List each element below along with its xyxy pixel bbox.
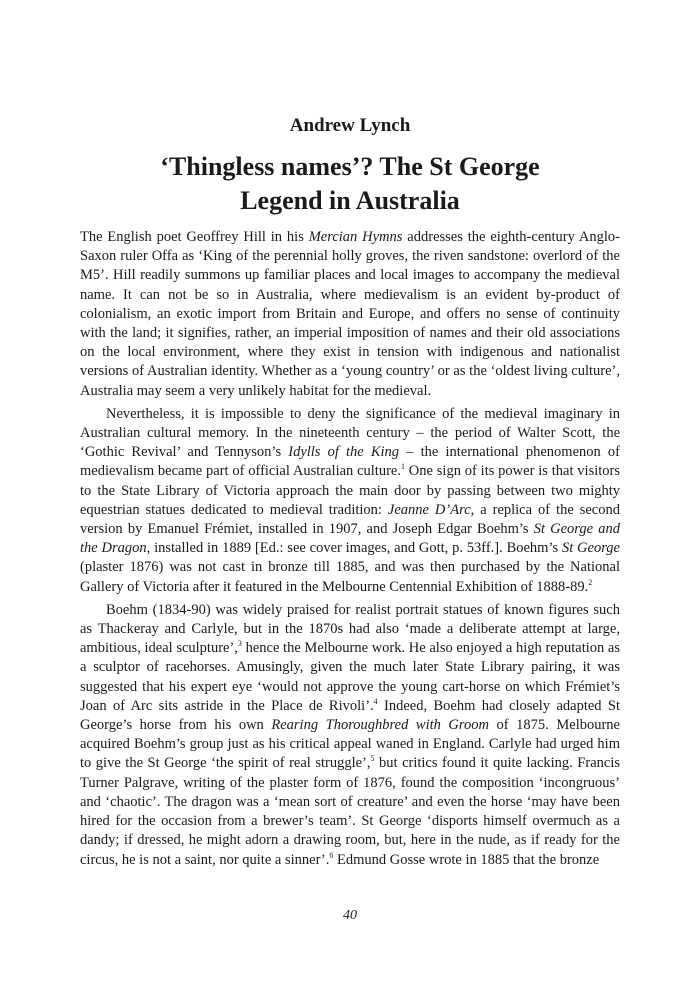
chapter-title-line-1: ‘Thingless names’? The St George [160,152,540,181]
text-run: hence the Melbourne work. He also enjoyed a high reputation as a sculptor of racehorses. Amusingly, given the much later State Library pairing, it was suggested that his expert eye ‘would not approve the young cart-horse on which Frémiet’s Joan of Arc sits astride in the Place de Rivoli’. [80,640,620,714]
author-name: Andrew Lynch [289,115,411,136]
text-run: but critics found it quite lacking. Francis Turner Palgrave, writing of the plaster form of 1876, found the composition ‘incongruous’ and ‘chaotic’. The dragon was a ‘mean sort of creature’ and even the horse ‘may have been hired for the occasion from a brewer’s team’. St George ‘disports himself overmuch as a dandy; if dressed, he might adorn a drawing room, but, here in the nude, as if ready for the circus, he is not a saint, nor quite a sinner’. [80,755,620,868]
text-run: , a replica of the second version by Emanuel Frémiet, installed in 1907, and Joseph Edgar Boehm’s [80,501,620,538]
text-run: Boehm (1834-90) was widely praised for realist portrait statues of known figures such as Thackeray and Carlyle, but in the 1870s had also ‘made a deliberate attempt at large, ambitious, ideal sculpture’, [80,601,620,657]
chapter-title-line-2: Legend in Australia [240,186,460,215]
text-run: – the international phenomenon of medievalism became part of official Australian culture. [80,444,620,480]
italic-title: Mercian Hymns [308,229,403,245]
chapter-title [0,150,700,218]
footnote-ref: 5 [370,754,375,764]
text-run: , installed in 1889 [Ed.: see cover images, and Gott, p. 53ff.]. Boehm’s [146,540,562,557]
paragraph-2 [80,405,620,597]
body-text [80,228,620,874]
footnote-ref: 4 [373,697,378,707]
text-run: The English poet Geoffrey Hill in his [80,229,309,245]
text-run: (plaster 1876) was not cast in bronze till 1885, and was then purchased by the National Gallery of Victoria after it featured in the Melbourne Centennial Exhibition of 1888-89. [80,559,620,595]
footnote-ref: 1 [400,462,405,472]
text-run: Nevertheless, it is impossible to deny the significance of the medieval imaginary in Australian cultural memory. In the nineteenth century – the period of Walter Scott, the ‘Gothic Revival’ and Tennyson’s [80,405,620,461]
footnote-ref: 3 [237,639,242,649]
paragraph-1 [80,228,620,401]
footnote-ref: 6 [329,850,334,860]
text-run: addresses the eighth-century Anglo-Saxon ruler Offa as ‘King of the perennial holly groves, the riven sandstone: overlord of the M5’. Hill readily summons up familiar places and local images to accompany the medieval name. It can not be so in Australia, where medievalism is an evident by-product of colonialism, an exotic import from Britain and Europe, and offers no sense of continuity with the land; it signifies, rather, an imperial imposition of names and their old associations on the local environment, where they exist in tension with indigenous and nationalist versions of Australian identity. Whether as a ‘young country’ or as the ‘oldest living culture’, Australia may seem a very unlikely habitat for the medieval. [80,229,621,399]
page-number: 40 [343,908,357,923]
italic-title: St George [561,540,620,557]
italic-title: St George and the Dragon [80,521,620,557]
paragraph-3 [80,601,620,870]
italic-title: Rearing Thoroughbred with Groom [271,717,489,734]
italic-title: Idylls of the King [288,444,400,461]
footnote-ref: 2 [588,577,593,587]
text-run: Edmund Gosse wrote in 1885 that the bronze [333,851,600,868]
italic-title: Jeanne D’Arc [387,501,471,518]
text-run: of 1875. Melbourne acquired Boehm’s group just as his critical appeal waned in England. Carlyle had urged him to give the St George ‘the spirit of real struggle’, [80,717,620,772]
text-run: Indeed, Boehm had closely adapted St George’s horse from his own [80,697,620,734]
text-run: One sign of its power is that visitors to the State Library of Victoria approach the main door by passing between two mighty equestrian statues dedicated to medieval tradition: [80,463,620,518]
